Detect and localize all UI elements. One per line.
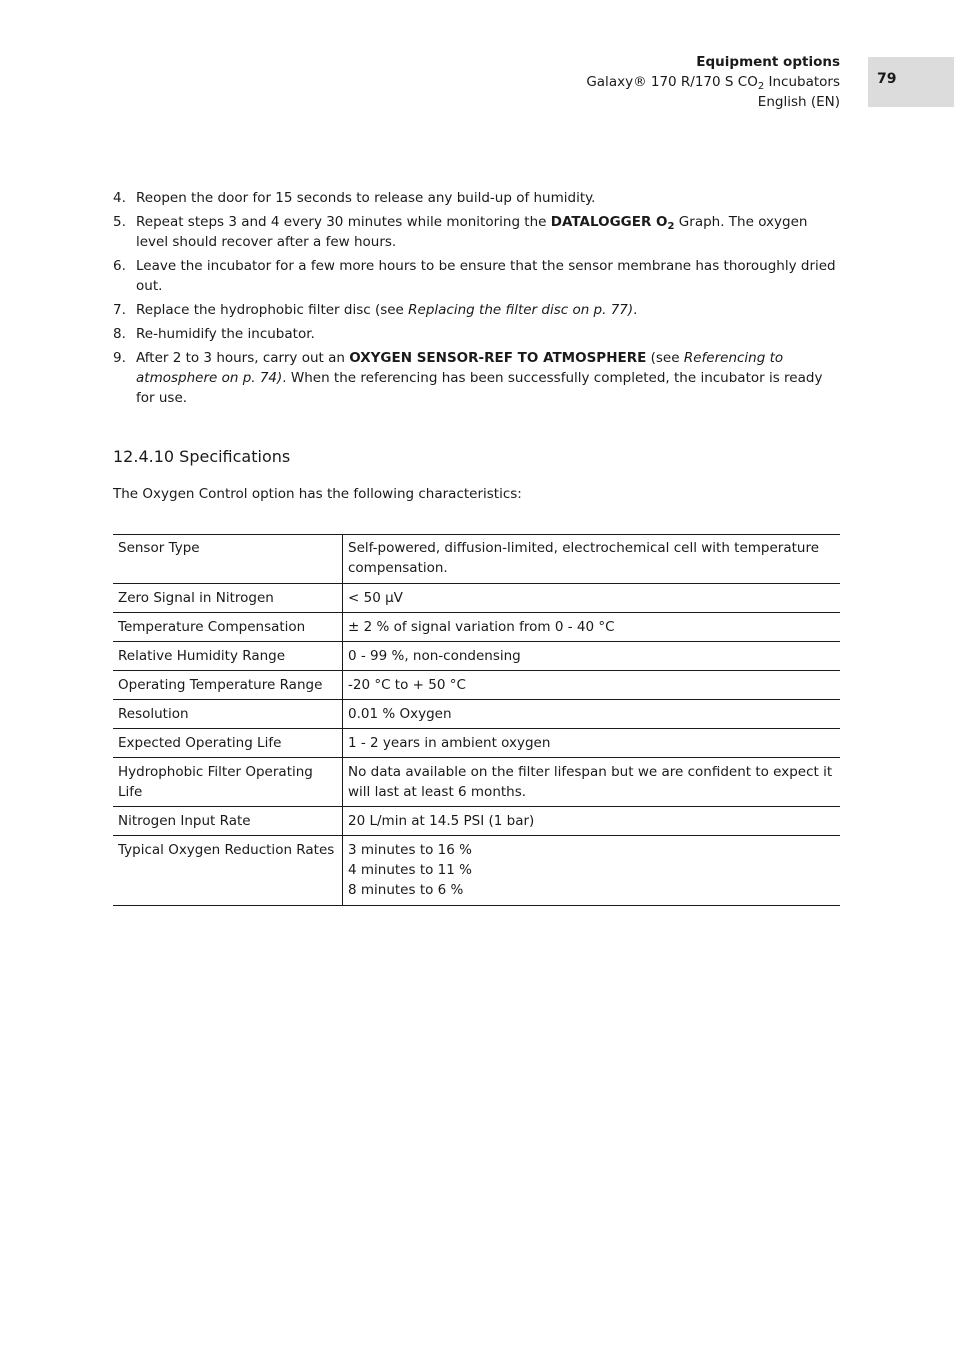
- step-text: .: [633, 302, 638, 318]
- step-text: Graph. The oxygen level should recover after a few hours.: [136, 214, 808, 250]
- step-number: 8.: [113, 326, 126, 342]
- step-number: 6.: [113, 258, 126, 274]
- table-row: [113, 729, 840, 758]
- procedure-steps: [113, 188, 840, 412]
- step-item: [113, 188, 840, 208]
- step-item: [113, 324, 840, 344]
- step-text: Re-humidify the incubator.: [136, 326, 315, 342]
- spec-value: Self-powered, diffusion-limited, electrochemical cell with temperature compensation.: [343, 535, 841, 584]
- spec-value: 1 - 2 years in ambient oxygen: [343, 729, 841, 758]
- spec-value: 0.01 % Oxygen: [343, 700, 841, 729]
- step-text: After 2 to 3 hours, carry out an: [136, 350, 350, 366]
- header-language: English (EN): [757, 94, 840, 110]
- section-intro: The Oxygen Control option has the following characteristics:: [113, 486, 522, 502]
- table-row: [113, 584, 840, 613]
- table-row: [113, 807, 840, 836]
- page-number-tab: [868, 57, 954, 107]
- spec-label: Relative Humidity Range: [113, 642, 343, 671]
- table-row: [113, 642, 840, 671]
- specifications-table: [113, 534, 840, 906]
- step-ui-term: OXYGEN SENSOR-REF TO ATMOSPHERE: [349, 350, 647, 366]
- spec-value: No data available on the filter lifespan but we are confident to expect it will last at least 6 months.: [343, 758, 841, 807]
- step-item: [113, 256, 840, 296]
- header-title: Equipment options: [696, 54, 840, 70]
- spec-label: Expected Operating Life: [113, 729, 343, 758]
- step-text: (see: [646, 350, 684, 366]
- table-row: [113, 758, 840, 807]
- step-text: Reopen the door for 15 seconds to release any build-up of humidity.: [136, 190, 596, 206]
- header-product-prefix: Galaxy® 170 R/170 S CO: [586, 74, 758, 90]
- spec-label: Zero Signal in Nitrogen: [113, 584, 343, 613]
- table-row: [113, 836, 840, 906]
- step-number: 7.: [113, 302, 126, 318]
- step-number: 4.: [113, 190, 126, 206]
- table-row: [113, 700, 840, 729]
- step-item: [113, 300, 840, 320]
- spec-value: ± 2 % of signal variation from 0 - 40 °C: [343, 613, 841, 642]
- header-product-suffix: Incubators: [764, 74, 840, 90]
- step-number: 5.: [113, 214, 126, 230]
- spec-value: 20 L/min at 14.5 PSI (1 bar): [343, 807, 841, 836]
- spec-value: -20 °C to + 50 °C: [343, 671, 841, 700]
- spec-label: Nitrogen Input Rate: [113, 807, 343, 836]
- step-item: [113, 212, 840, 252]
- step-number: 9.: [113, 350, 126, 366]
- step-ui-term-sub: 2: [667, 221, 675, 232]
- header-product-sub: 2: [757, 81, 765, 92]
- table-row: [113, 535, 840, 584]
- step-text: Leave the incubator for a few more hours to be ensure that the sensor membrane has thoroughly dried out.: [136, 258, 836, 294]
- spec-value: 3 minutes to 16 % 4 minutes to 11 % 8 minutes to 6 %: [343, 836, 841, 906]
- table-row: [113, 613, 840, 642]
- spec-label: Typical Oxygen Reduction Rates: [113, 836, 343, 906]
- spec-label: Resolution: [113, 700, 343, 729]
- table-row: [113, 671, 840, 700]
- spec-label: Sensor Type: [113, 535, 343, 584]
- step-text: Replace the hydrophobic filter disc (see: [136, 302, 409, 318]
- step-text: Repeat steps 3 and 4 every 30 minutes while monitoring the: [136, 214, 551, 230]
- step-item: [113, 348, 840, 408]
- section-heading: 12.4.10 Specifications: [113, 447, 291, 466]
- step-ui-term: DATALOGGER O: [550, 214, 668, 230]
- cross-reference: Replacing the filter disc on p. 77): [408, 302, 634, 318]
- spec-label: Operating Temperature Range: [113, 671, 343, 700]
- header-product: [586, 72, 840, 92]
- running-header: [586, 52, 840, 112]
- spec-value: < 50 µV: [343, 584, 841, 613]
- spec-label: Temperature Compensation: [113, 613, 343, 642]
- cross-reference: Referencing to atmosphere on p. 74): [136, 350, 784, 386]
- spec-value: 0 - 99 %, non-condensing: [343, 642, 841, 671]
- spec-label: Hydrophobic Filter Operating Life: [113, 758, 343, 807]
- page-number: 79: [877, 71, 897, 87]
- step-text: . When the referencing has been successfully completed, the incubator is ready for use.: [136, 370, 823, 406]
